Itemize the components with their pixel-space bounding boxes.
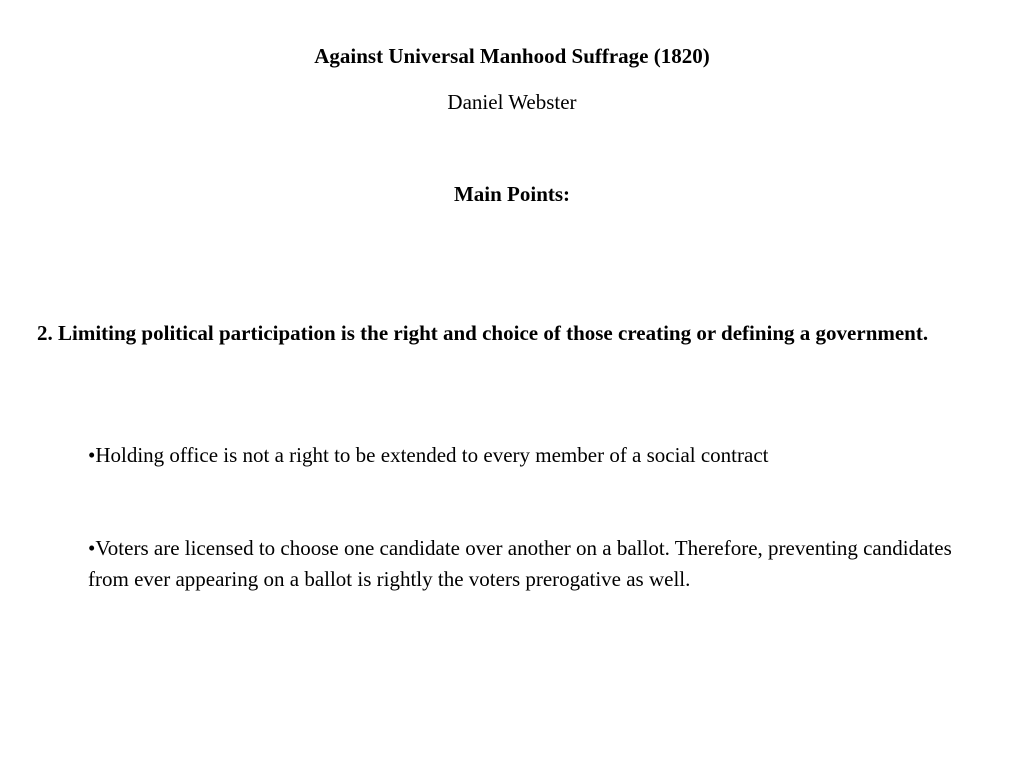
author-name: Daniel Webster: [447, 90, 577, 114]
bullet-item: •Voters are licensed to choose one candidate over another on a ballot. Therefore, preventing candidates from ever appearing on a ballot is rightly the voters prerogative as well.: [88, 536, 952, 591]
slide-title: Against Universal Manhood Suffrage (1820): [314, 44, 710, 68]
main-point: 2. Limiting political participation is the right and choice of those creating or defining a government.: [37, 321, 929, 345]
bullet-item: •Holding office is not a right to be extended to every member of a social contract: [88, 443, 769, 467]
section-heading: Main Points:: [453, 182, 571, 206]
